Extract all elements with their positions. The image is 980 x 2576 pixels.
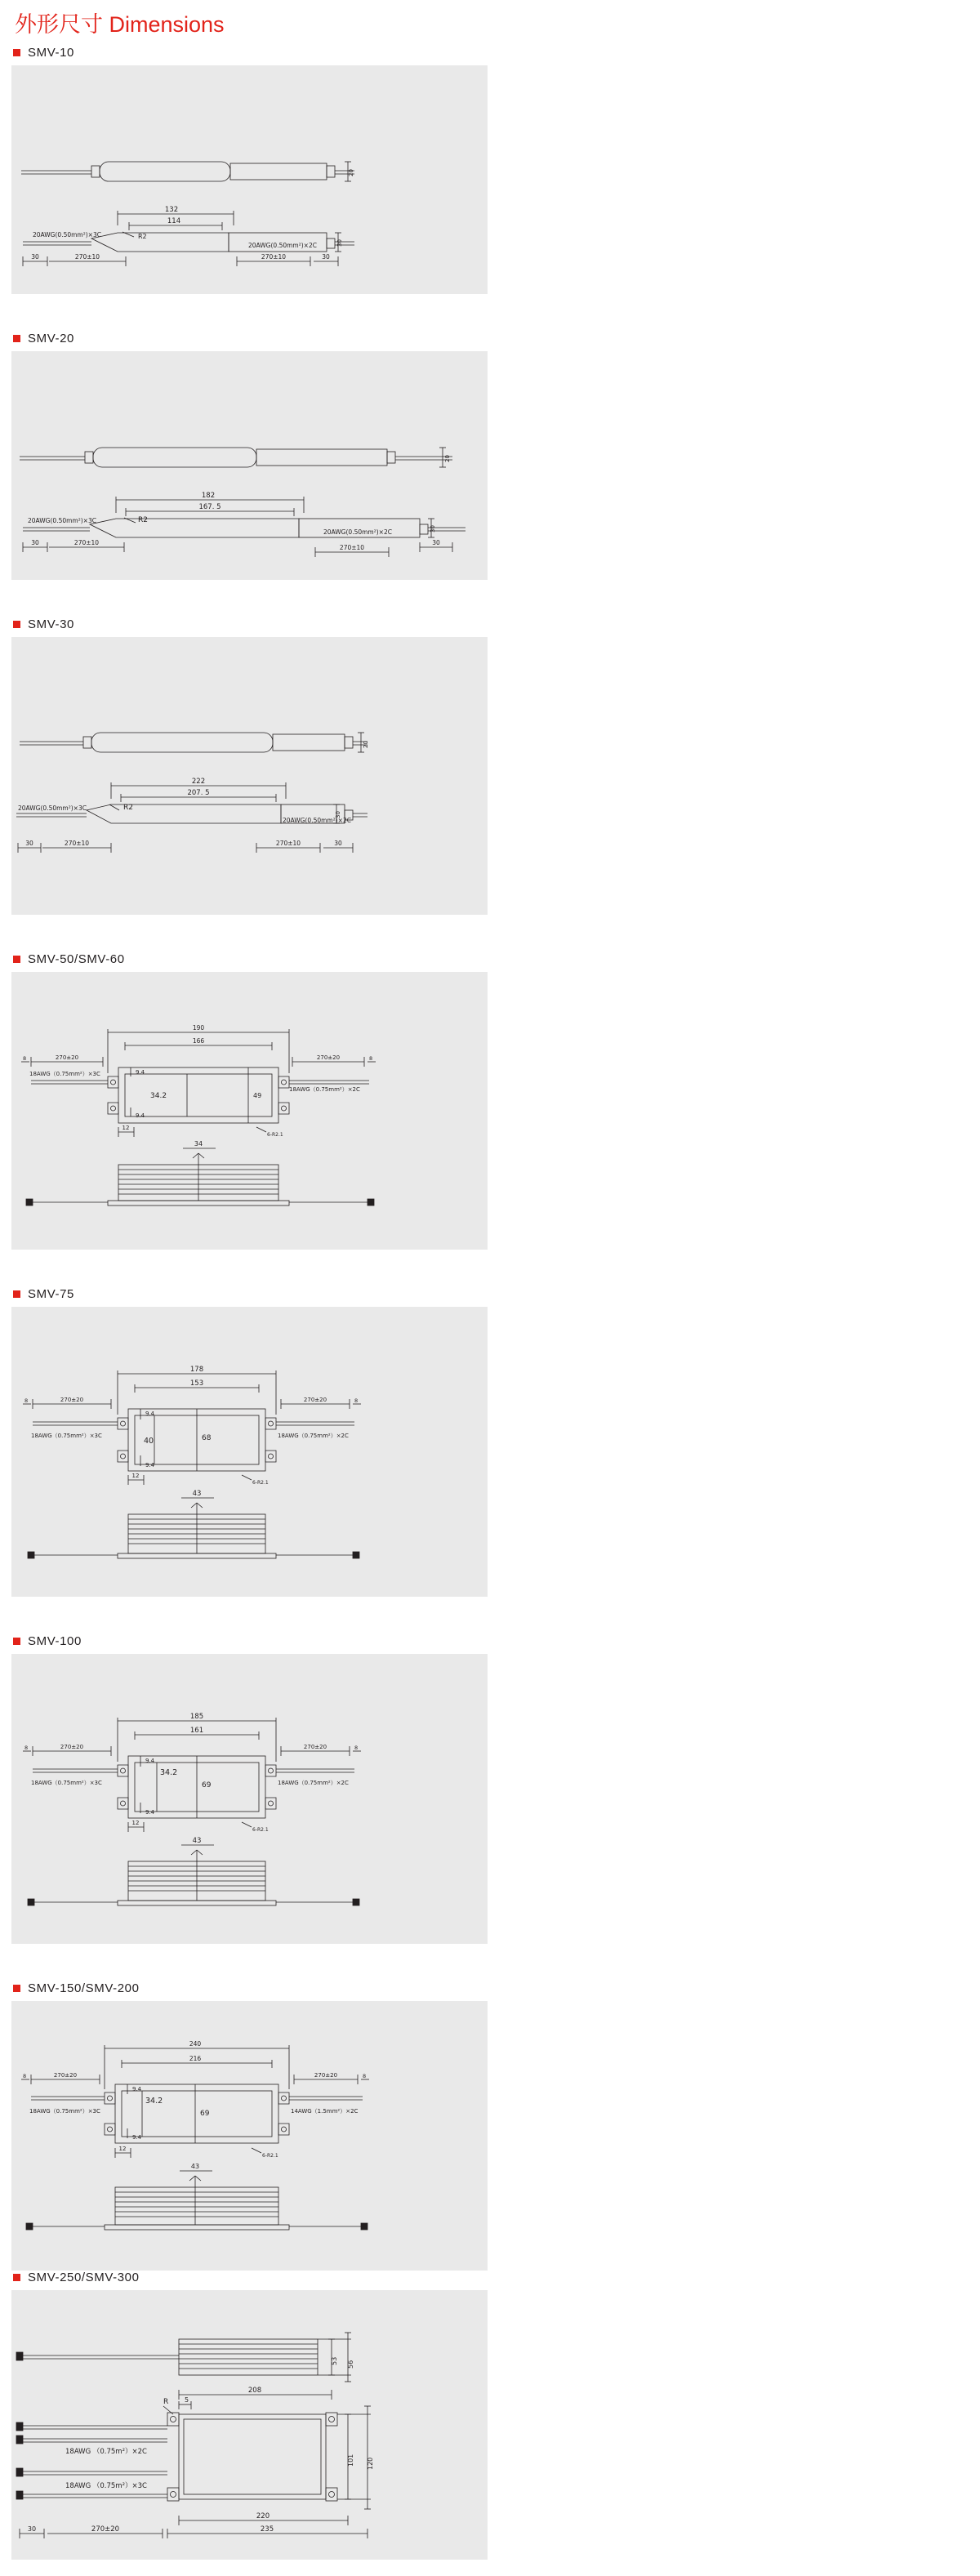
- dim-h-body: 30: [430, 525, 436, 533]
- wire-label-in: 18AWG（0.75mm²）×3C: [31, 1780, 102, 1787]
- dim-tab-left: 8: [23, 2073, 27, 2080]
- dim-radius: R2: [138, 516, 148, 525]
- dim-width-outer: 69: [202, 1781, 212, 1790]
- dim-height: 43: [190, 2163, 200, 2171]
- dim-lead-left: 270±20: [60, 1744, 84, 1751]
- dim-end-left: 30: [25, 840, 33, 848]
- dim-len-outer: 185: [189, 1713, 204, 1722]
- figure-cell-smv-100: [11, 1634, 488, 1944]
- dim-len-220: 220: [256, 2512, 270, 2521]
- wire-label-out: 20AWG(0.50mm²)×2C: [323, 528, 392, 537]
- dim-foot: 12: [131, 1473, 140, 1480]
- dim-len-outer: 182: [201, 492, 216, 501]
- dim-radius-note: 6-R2.1: [262, 2153, 278, 2159]
- dim-h-120: 120: [367, 2458, 374, 2471]
- figure-image-smv-75: [11, 1307, 488, 1597]
- dim-tab-right: 8: [363, 2073, 367, 2080]
- figure-title: SMV-30: [28, 617, 74, 632]
- dim-radius: R2: [138, 233, 147, 241]
- dim-h-side: 20: [444, 455, 451, 463]
- figure-cell-smv-250-300: [11, 2271, 488, 2560]
- dim-end-left: 30: [31, 253, 39, 261]
- dim-lead-left: 270±10: [64, 840, 90, 848]
- dim-end-right: 30: [334, 840, 342, 848]
- dim-lead-left: 270±20: [53, 2072, 78, 2079]
- figure-image-smv-20: [11, 351, 488, 580]
- figure-cell-smv-30: [11, 617, 488, 915]
- dim-foot: 12: [118, 2146, 127, 2153]
- figure-cell-smv-75: [11, 1287, 488, 1597]
- dim-len-outer: 178: [189, 1366, 204, 1375]
- dim-hole-bottom: 9.4: [136, 1112, 145, 1120]
- dim-lead-right: 270±10: [261, 253, 287, 261]
- dim-lead-left: 270±10: [74, 253, 100, 261]
- figure-caption: [13, 1287, 488, 1301]
- dim-len-inner: 207. 5: [187, 789, 210, 798]
- figure-title: SMV-10: [28, 46, 74, 60]
- wire-label-out: 18AWG（0.75mm²）×2C: [289, 1086, 360, 1094]
- dim-h-side: 20: [363, 741, 369, 749]
- dim-hole-top: 9.4: [145, 1411, 155, 1418]
- dim-end-right: 30: [432, 539, 440, 547]
- dim-foot: 12: [122, 1125, 130, 1132]
- figure-image-smv-150-200: [11, 2001, 488, 2271]
- wire-label-in: 18AWG（0.75mm²）×3C: [31, 1433, 102, 1440]
- figure-caption: [13, 46, 488, 60]
- dim-hole-top: 9.4: [132, 2086, 142, 2093]
- wire-label-in: 20AWG(0.50mm²)×3C: [18, 804, 87, 813]
- wire-label-out: 14AWG（1.5mm²）×2C: [291, 2108, 359, 2115]
- dim-h-side: 20: [348, 169, 354, 177]
- dim-len-inner: 161: [189, 1727, 204, 1736]
- figure-title: SMV-250/SMV-300: [28, 2271, 140, 2285]
- figure-caption: [13, 332, 488, 345]
- dim-tab-right: 8: [354, 1745, 359, 1752]
- dim-lead: 270±20: [91, 2525, 120, 2534]
- square-bullet-icon: [13, 1290, 20, 1298]
- dim-lead-right: 270±20: [314, 2072, 338, 2079]
- figure-caption: [13, 952, 488, 966]
- dim-end-left: 30: [27, 2525, 37, 2534]
- dim-len-inner: 114: [167, 217, 181, 226]
- dim-height: 43: [192, 1837, 202, 1846]
- dim-width-outer: 69: [200, 2110, 210, 2119]
- dim-len-inner: 216: [189, 2055, 202, 2063]
- dim-width-inner: 34.2: [150, 1092, 167, 1101]
- dim-lead-left: 270±10: [74, 539, 100, 547]
- figure-cell-smv-20: [11, 332, 488, 580]
- figure-cell-smv-10: [11, 46, 488, 294]
- figure-caption: [13, 1634, 488, 1648]
- dim-radius-note: 6-R2.1: [267, 1132, 283, 1139]
- figure-cell-smv-150-200: [11, 1981, 488, 2271]
- dim-len-outer: 222: [191, 778, 206, 787]
- dim-lead-right: 270±10: [339, 544, 365, 552]
- square-bullet-icon: [13, 335, 20, 342]
- wire-label-out: 20AWG(0.50mm²)×2C: [248, 242, 317, 250]
- dim-h-body: 30: [336, 239, 343, 247]
- wire-label-out: 18AWG （0.75m²）×2C: [65, 2448, 147, 2457]
- dim-hole-bottom: 9.4: [132, 2134, 142, 2141]
- figure-grid: [11, 46, 969, 2560]
- dim-hole-top: 9.4: [145, 1758, 155, 1765]
- figure-title: SMV-50/SMV-60: [28, 952, 125, 967]
- dim-tab-right: 8: [354, 1397, 359, 1405]
- dim-h-101: 101: [347, 2454, 354, 2467]
- dim-radius: R2: [123, 804, 133, 813]
- figure-title: SMV-75: [28, 1287, 74, 1302]
- dim-end-right: 30: [322, 253, 330, 261]
- dim-hole-top: 9.4: [136, 1069, 145, 1076]
- figure-image-smv-100: [11, 1654, 488, 1944]
- dim-radius: R: [163, 2398, 169, 2407]
- square-bullet-icon: [13, 1985, 20, 1992]
- figure-caption: [13, 617, 488, 631]
- dim-foot: 12: [131, 1820, 140, 1827]
- dim-len-inner: 153: [189, 1379, 204, 1388]
- wire-label-in: 18AWG（0.75mm²）×3C: [29, 2108, 100, 2115]
- square-bullet-icon: [13, 1638, 20, 1645]
- dim-tab-left: 8: [24, 1745, 29, 1752]
- wire-label-out: 20AWG(0.50mm²)×2C: [283, 817, 351, 825]
- dim-hole-bottom: 9.4: [145, 1809, 155, 1816]
- dim-len-208: 208: [247, 2387, 262, 2396]
- page-title: 外形尺寸 Dimensions: [15, 12, 225, 37]
- dim-tab-right: 8: [369, 1055, 373, 1063]
- figure-image-smv-10: [11, 65, 488, 294]
- dim-hole-bottom: 9.4: [145, 1462, 155, 1469]
- dim-height: 34: [194, 1140, 203, 1148]
- dim-len-inner: 166: [192, 1037, 205, 1045]
- figure-title: SMV-150/SMV-200: [28, 1981, 140, 1996]
- wire-label-out: 18AWG（0.75mm²）×2C: [278, 1433, 349, 1440]
- dim-width-outer: 49: [253, 1092, 262, 1100]
- dim-5: 5: [185, 2396, 189, 2404]
- dim-h-56: 56: [347, 2360, 354, 2369]
- wire-label-in: 18AWG （0.75m²）×3C: [65, 2482, 147, 2491]
- figure-image-smv-30: [11, 637, 488, 915]
- dim-width-inner: 34.2: [160, 1768, 178, 1778]
- dim-lead-left: 270±20: [60, 1397, 84, 1404]
- dim-lead-right: 270±20: [316, 1054, 341, 1062]
- dim-lead-left: 270±20: [55, 1054, 79, 1062]
- dim-len-inner: 167. 5: [198, 503, 221, 512]
- dim-radius-note: 6-R2.1: [252, 1827, 269, 1834]
- dim-len-outer: 190: [192, 1024, 205, 1032]
- figure-title: SMV-20: [28, 332, 74, 346]
- square-bullet-icon: [13, 956, 20, 963]
- figure-title: SMV-100: [28, 1634, 82, 1649]
- dim-lead-right: 270±20: [303, 1744, 327, 1751]
- dim-end-left: 30: [31, 539, 39, 547]
- dim-len-235: 235: [260, 2525, 274, 2534]
- dim-height: 43: [192, 1490, 202, 1499]
- dim-tab-left: 8: [23, 1055, 27, 1063]
- dim-lead-right: 270±10: [275, 840, 301, 848]
- figure-image-smv-50-60: [11, 972, 488, 1250]
- dim-lead-right: 270±20: [303, 1397, 327, 1404]
- figure-cell-smv-50-60: [11, 952, 488, 1250]
- figure-caption: [13, 1981, 488, 1995]
- dim-width-outer: 68: [202, 1434, 212, 1443]
- square-bullet-icon: [13, 49, 20, 56]
- dim-tab-left: 8: [24, 1397, 29, 1405]
- figure-caption: [13, 2271, 488, 2284]
- wire-label-in: 18AWG（0.75mm²）×3C: [29, 1071, 100, 1078]
- dim-width-inner: 40: [143, 1437, 154, 1446]
- dim-h-53: 53: [331, 2357, 338, 2366]
- wire-label-out: 18AWG（0.75mm²）×2C: [278, 1780, 349, 1787]
- square-bullet-icon: [13, 2274, 20, 2281]
- wire-label-in: 20AWG(0.50mm²)×3C: [28, 517, 96, 525]
- dim-len-outer: 240: [189, 2040, 202, 2048]
- dim-radius-note: 6-R2.1: [252, 1480, 269, 1486]
- wire-label-in: 20AWG(0.50mm²)×3C: [33, 231, 101, 239]
- square-bullet-icon: [13, 621, 20, 628]
- dim-len-outer: 132: [164, 206, 179, 215]
- dim-width-inner: 34.2: [145, 2097, 163, 2106]
- figure-image-smv-250-300: [11, 2290, 488, 2560]
- dim-h-body: 30: [335, 811, 341, 819]
